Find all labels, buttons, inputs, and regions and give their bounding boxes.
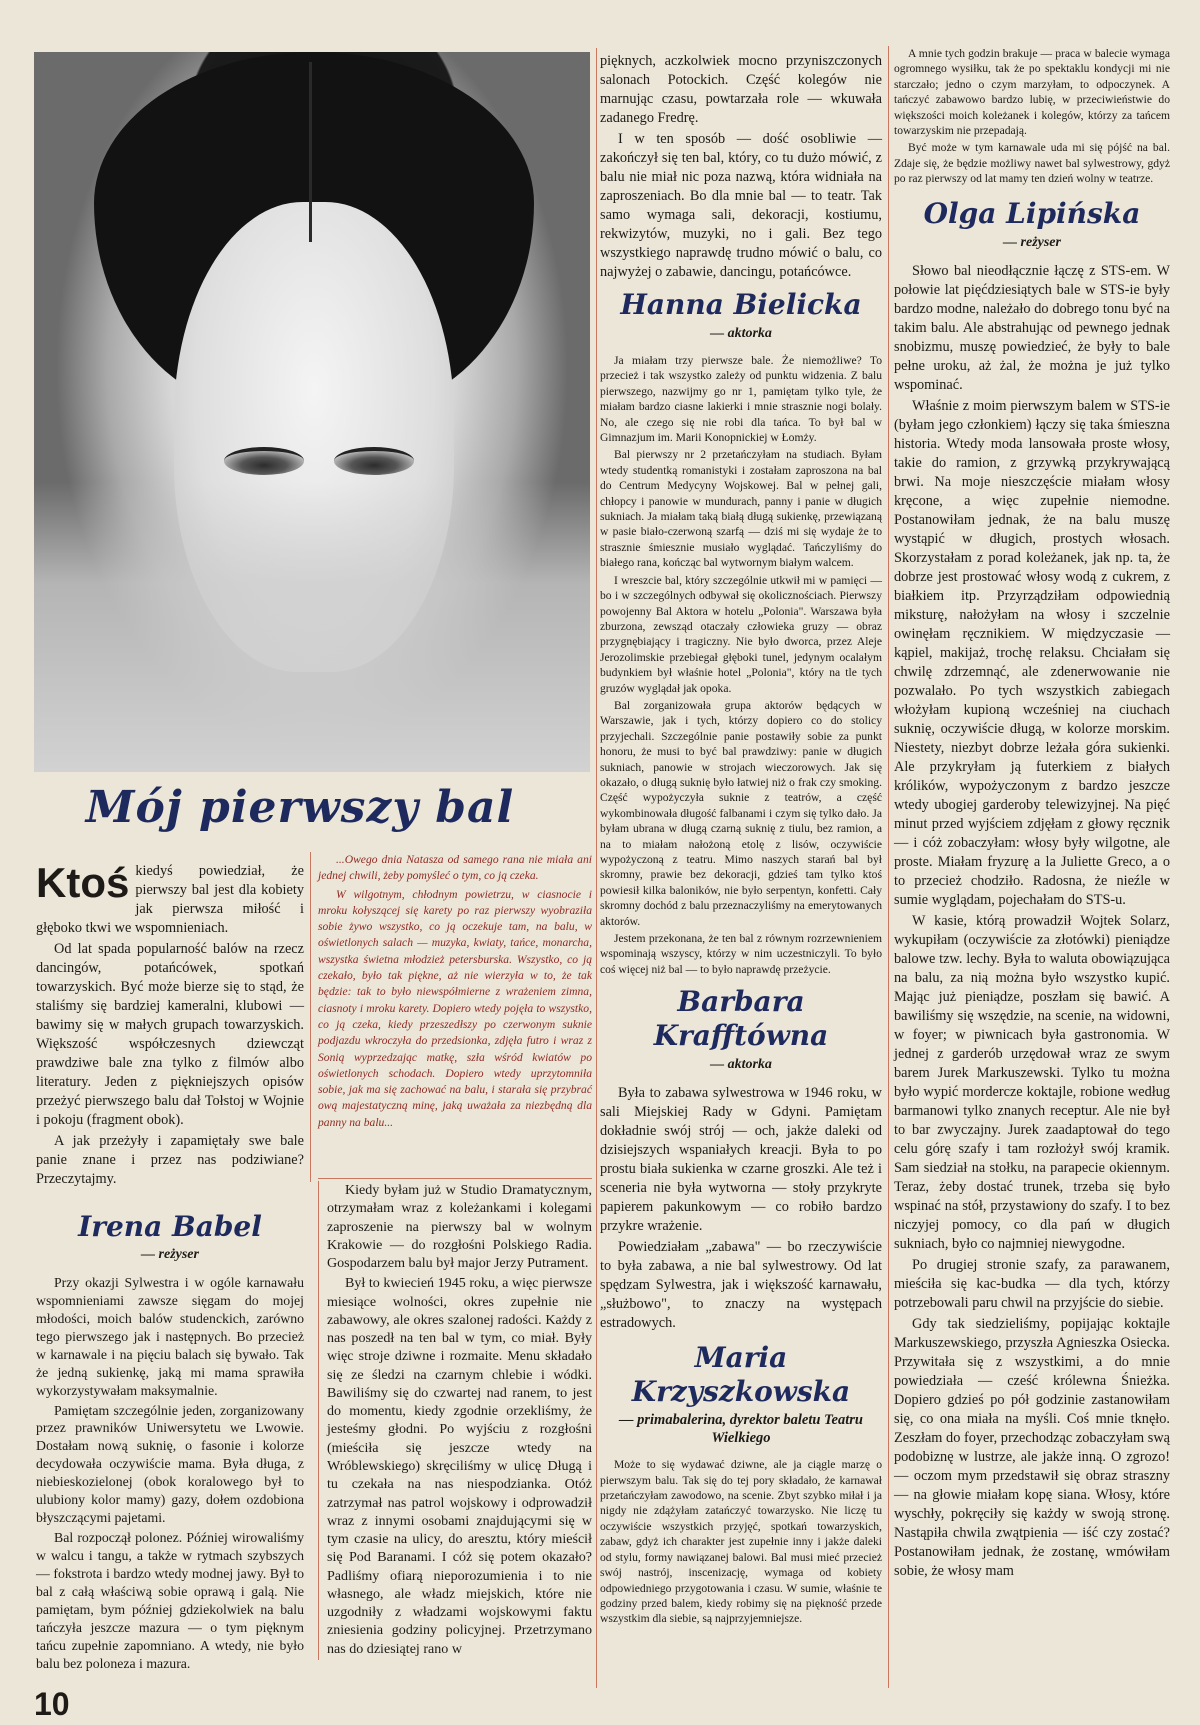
section-paragraph: Słowo bal nieodłącznie łączę z STS-em. W połowie lat pięćdziesiątych bale w STS-ie były bardzo modne, należało do dobrego tonu być na takim balu. Ale abstrahując od pewnego jednak snobizmu, muszę powiedzieć, że były to bale pełne uroku, aż żal, że można je już tylko wspominać.	[894, 262, 1170, 393]
lead-paragraph: Ktoś kiedyś powiedział, że pierwszy bal jest dla kobiety jak pierwsza miłość i głęboko tkwi we wspomnieniach.	[36, 859, 304, 936]
section-name: Hanna Bielicka	[620, 288, 862, 321]
section-paragraph: I w ten sposób — dość osobliwie — zakończył się ten bal, który, co tu dużo mówić, z balu nie miał nic poza nazwą, która widniała na zaproszeniach. Bo dla mnie bal — to teatr. Tak samo wymaga sali, dekoracji, kostiumu, rekwizytów, muzyki, no i gali. Bez tego wszystkiego naprawdę trudno mówić o balu, co najwyżej o zabawie, dancingu, potańcówce.	[600, 131, 882, 280]
lead-paragraph: A jak przeżyły i zapamiętały swe bale panie znane i przez nas podziwiane? Przeczytajmy.	[36, 1133, 304, 1187]
section-maria-krzyszkowska	[600, 1457, 882, 1626]
right-column	[894, 46, 1170, 1583]
section-name: Irena Babel	[78, 1210, 262, 1243]
portrait-right-eye	[334, 447, 414, 475]
section-paragraph: Właśnie z moim pierwszym balem w STS-ie (byłam jego członkiem) łączy się taka śmieszna historia. Wtedy moda lansowała proste włosy, takie do ramion, z grzywką przykrywającą brwi. Na moje nieszczęście miałam włosy kręcone, a więc zupełnie niemodne. Postanowiłam jednak, że na balu muszę wystąpić w długich, prostych włosach. Skorzystałam z porad koleżanek, jak np. ta, że dobrze jest prostować włosy wodą z cukrem, z białkiem itp. Przyrządziłam odpowiednią miksturę, nałożyłam na włosy i szczelnie owinęłam ręcznikiem. W międzyczasie — kąpiel, makijaż, trochę relaksu. Chciałam się chwilę zdrzemnąć, ale zdenerwowanie nie pozwalało. Po tych wszystkich zabiegach włożyłam kupioną wcześniej na ciuchach suknię, oczywiście długą, w kolorze morskim. Niestety, niezbyt dobrze leżała góra sukienki. Ale przykryłam ją futerkiem z białych królików, wypożyczonym z bardzo jeszcze wtedy ubogiej garderoby telewizyjnej. Na pięć minut przed wyjściem zdjęłam z głowy ręcznik — i cóż zobaczyłam: włosy były wilgotne, ale proste. Miałam fryzurę a la Juliette Greco, a o to przecież chodziło. Radosna, że nieźle w sumie wyglądam, pojechałam do STS-u.	[894, 397, 1170, 908]
tolstoy-quote	[318, 852, 592, 1133]
section-name: Maria Krzyszkowska	[631, 1341, 851, 1409]
column-rule	[596, 48, 597, 1688]
section-irena-babel	[36, 1210, 304, 1675]
section-role: — reżyser	[141, 1247, 199, 1262]
section-paragraph: Był to kwiecień 1945 roku, a więc pierwsze miesiące wolności, okres zupełnie nie zabawowy, ale okres szalonej radości. Każdy z nas poszedł na ten bal w tym, co miał. Były więc stroje dziwne i rozmaite. Menu składało się ze śledzi na czarnym chlebie i wódki. Bawiliśmy się do czwartej nad ranem, to jest do momentu, kiedy zgodnie orzekliśmy, że jesteśmy głodni. Po wyjściu z rozgłośni (mieściła się jeszcze wtedy na Wróblewskiego) skręciliśmy w ulicę Długą i tu czekała na nas niespodzianka. Otóż zatrzymał nas patrol wojskowy i odprowadził wraz z innymi osobami znajdującymi się w tym czasie na ulicy, do aresztu, który mieścił się Pod Baranami. I cóż się potem okazało? Padliśmy ofiarą nieporozumienia i to nie własnego, ale władz miejskich, które nie uzgodniły z władzami wojskowymi faktu zniesienia godziny policyjnej. Przetrzymano nas do dziesiątej rano w	[327, 1275, 592, 1657]
section-paragraph: Być może w tym karnawale uda mi się pójść na bal. Zdaje się, że będzie możliwy nawet bal sylwestrowy, gdyż po raz pierwszy od lat mamy ten dzień wolny w teatrze.	[894, 141, 1170, 186]
article-title: Mój pierwszy bal	[85, 782, 515, 833]
horizontal-rule	[318, 1178, 592, 1179]
center-column	[600, 52, 882, 1629]
section-paragraph: Była to zabawa sylwestrowa w 1946 roku, w sali Miejskiej Rady w Gdyni. Pamiętam dokładnie swój strój — och, jakże daleki od dzisiejszych wspaniałych kreacji. Była to po prostu biała sukienka w czarne groszki. Ale też i sceneria nie była wytworna — stoły przykryte papierem pakunkowym — co robiło bardzo przykre wrażenie.	[600, 1085, 882, 1235]
section-maria-krzyszkowska-continued	[894, 46, 1170, 187]
portrait-veil	[34, 482, 590, 772]
section-paragraph: Pamiętam szczególnie jeden, zorganizowany przez prawników Uniwersytetu we Lwowie. Dostałam nową suknię, o fasonie i kolorze decydowała oczywiście mama. Była długa, z niebieskozielonej (obok koralowego był to ulubiony kolor mamy) gazy, dołem ozdobiona błyszczącymi pajetami.	[36, 1402, 304, 1526]
section-paragraph: Ja miałam trzy pierwsze bale. Że niemożliwe? To przecież i tak wszystko zależy od punktu widzenia. Z balu pierwszego, nazwijmy go nr 1, pamiętam tylko tyle, że miałam bardzo ciasne lakierki i mnie strasznie nogi bolały. No, ale czego się nie robi dla tańca. To był bal w Gimnazjum im. Marii Konopnickiej w Łomży.	[600, 354, 882, 445]
section-paragraph: pięknych, aczkolwiek mocno przyniszczonych salonach Potockich. Część kolegów nie marnując czasu, powtarzała role — wkuwała zadanego Fredrę.	[600, 53, 882, 126]
column-rule	[310, 852, 311, 1182]
quote-paragraph: ...Owego dnia Natasza od samego rana nie miała ani jednej chwili, żeby pomyśleć o tym, co ją czeka.	[318, 853, 592, 883]
dropcap: Ktoś	[36, 859, 130, 906]
section-role: — reżyser	[1003, 234, 1061, 250]
section-paragraph: I wreszcie bal, który szczególnie utkwił mi w pamięci — bo i w szczególnych odbywał się okolicznościach. Pierwszy powojenny Bal Aktora w hotelu „Polonia". Warszawa była zburzona, zewsząd otaczały człowieka gruzy — obraz przygnębiający i tragiczny. Nie było dworca, przez Aleje Jerozolimskie przebiegał głęboki tunel, jedynym ocalałym budynkiem był właśnie hotel „Polonia", który na tle tych gruzów wyglądał jak opoka.	[600, 573, 882, 695]
section-paragraph: Powiedziałam „zabawa" — bo rzeczywiście to była zabawa, a nie bal sylwestrowy. Od lat spędzam Sylwestra, jak i większość karnawału, „służbowo", to znaczy na występach estradowych.	[600, 1239, 882, 1332]
section-paragraph: A mnie tych godzin brakuje — praca w balecie wymaga ogromnego wysiłku, tak że po spektaklu kondycji mi nie starczało; jedno o czym marzyłam, to odpoczynek. A tańczyć zabawowo bardzo lubię, w przeciwieństwie do większości moich koleżanek i kolegów, którzy za tańcem towarzyskim nie przepadają.	[894, 47, 1170, 138]
section-paragraph: Po drugiej stronie szafy, za parawanem, mieściła się kac-budka — dla tych, którzy potrzebowali paru chwil na przyjście do siebie.	[894, 1256, 1170, 1311]
section-role: — primabalerina, dyrektor baletu Teatru Wielkiego	[619, 1412, 863, 1447]
section-paragraph: Kiedy byłam już w Studio Dramatycznym, otrzymałam wraz z koleżankami i kolegami zaproszenie na pierwszy bal w wolnym Krakowie — do rozgłośni Polskiego Radia. Gospodarzem balu był major Jerzy Putrament.	[327, 1182, 592, 1272]
section-hanna-bielicka	[600, 353, 882, 977]
section-paragraph: W kasie, którą prowadził Wojtek Solarz, wykupiłam (oczywiście za złotówki) pieniądze balowe tzw. lechy. Była to waluta obowiązująca na balu, za nią można było wszystko kupić. Mając już pieniądze, poszłam się bawić. A bawiliśmy się wszędzie, na scenie, na widowni, w foyer; w piwnicach była gastronomia. W jednej z garderób urzędował wraz ze swym barem Jurek Markuszewski. Tylko tu można było wypić mordercze koktajle, robione według barmanowi tylko znanych receptur. Ale nie był to bar zwyczajny. Jurek zaadaptował do tego celu górę szafy i tam rozłożył swój kramik. Sam siedział na stołku, na parapecie okiennym. Teraz, żeby dostać trunek, trzeba się było wspinać na stół, przystawiony do szafy. I to bez niczyjej pomocy, co dla pań w długich sukniach, było co najmniej niewygodne.	[894, 912, 1170, 1252]
section-paragraph: Gdy tak siedzieliśmy, popijając koktajle Markuszewskiego, przyszła Agnieszka Osiecka. Przywitała się z wszystkimi, a do mnie powiedziała — cześć królewna Śnieżka. Dopiero gdzieś po pół godzinie zastanowiłam się, co ona miała na myśli. Coś mnie tknęło. Zeszłam do foyer, przechodząc zobaczyłam swą podobiznę w lustrze, ale jakże inną. O zgrozo! — oczom mym przedstawił się obraz straszny — na głowie miałam kopę siana. Włosy, które wyschły, pokręciły się każdy w swoją stronę. Nastąpiła chwila zwątpienia — iść czy zostać? Postanowiłam jednak, że zostanę, wmówiłam sobie, że włosy mam	[894, 1315, 1170, 1579]
portrait-left-eye	[224, 447, 304, 475]
section-paragraph: Przy okazji Sylwestra i w ogóle karnawału wspomnieniami zawsze sięgam do mojej młodości, moich balów studenckich, zarówno tego pierwszego jak i następnych. Bo przecież w karnawale i na pięciu balach się bywało. Tak że jedną sukienkę, jaką mi mama sprawiła wykorzystywałam maksymalnie.	[36, 1274, 304, 1398]
section-paragraph: Może to się wydawać dziwne, ale ja ciągle marzę o pierwszym balu. Tak się do tej pory składało, że karnawał przetańczyłam zawodowo, na scenie. Zbyt szybko miłał i ja nigdy nie zdążyłam zatańczyć towarzysko. Nie liczę tu oczywiście wszystkich przyjęć, spotkań towarzyskich, zabaw, gdyż ich charakter jest zupełnie inny i jakże daleki od stylu, formy nawiązanej balowi. Bal musi mieć przecież swój nastrój, inscenizację, wymaga od kobiety odpowiedniego przygotowania i czasu. W sumie, właśnie te godziny przed balem, kiedy robimy się na piękność przede wszystkim dla siebie, są najprzyjemniejsze.	[600, 1458, 882, 1626]
section-irena-babel-continued	[318, 1181, 592, 1660]
portrait-hair-part	[309, 62, 312, 242]
quote-paragraph: W wilgotnym, chłodnym powietrzu, w ciasnocie i mroku kołyszącej się karety po raz pierwszy wyobraziła sobie żywo wszystko, co ją oczekuje tam, na balu, w oświetlonych salach — muzyka, kwiaty, tańce, monarcha, wszystka świetna młodzież petersburska. Wszystko, co ją czekało, było tak piękne, aż nie wierzyła w to, że tak będzie: tak to było niewspółmierne z wrażeniem zimna, ciasnoty i mroku karety. Dopiero wtedy pojęła to wszystko, co ją czeka, kiedy przeszedłszy po czerwonym suknie podjazdu wkroczyła do przedsionka, zdjęła futro i wraz z Sonią wyprzedzając matkę, szła wśród kwiatów po oświetlonych schodach. Dopiero wtedy uprzytomniła sobie, jak ma się zachować na balu, i starała się przybrać ową majestatyczną minę, jaką uważała za niezbędną dla panny na balu...	[318, 887, 592, 1129]
page-number: 10	[34, 1686, 70, 1722]
section-paragraph: Bal zorganizowała grupa aktorów będących w Warszawie, jak i tych, którzy dopiero co do stolicy przyjechali. Szczególnie panie postawiły sobie za punkt honoru, że musi to być bal prawdziwy: panie w długich sukniach, panowie w strojach wieczorowych. Jak się okazało, o długą suknię było łatwiej niż o frak czy smoking. Część wypożyczyła suknie z teatrów, a część wykombinowała długość falbanami i czym się tylko dało. Ja byłam ubrana w długą czarną suknię z tiulu, bez ramion, a na to miałam nałożoną etolę z lisów, oczywiście wypożyczoną z teatru. Mimo naszych starań bal był skromny, prawie bez dekoracji, gdzieś tam tylko ktoś powiesił kilka baloników, nie było serpentyn, konfetti. Cały skromny dochód z balu przeznaczyliśmy na emerytowanych aktorów.	[600, 698, 882, 928]
section-paragraph: Bal pierwszy nr 2 przetańczyłam na studiach. Byłam wtedy studentką romanistyki i zostałam zaproszona na bal do Centrum Medycyny Wojskowej. Bal w pełnej gali, chłopcy i panowie w mundurach, panny i panie w długich sukniach. Ja miałam taką białą długą sukienkę, przewiązaną w pasie biało-czerwoną szarfą — dziś mi się wydaje że to strasznie śmiesznie musiało wyglądać. Tańczyliśmy do białego rana, kończąc bal wytwornym białym walcem.	[600, 448, 882, 570]
column-rule	[888, 46, 889, 1688]
section-paragraph: Bal rozpoczął polonez. Później wirowaliśmy w walcu i tangu, a także w rytmach szybszych — fokstrota i bardzo wtedy modnej jawy. Był to bal z całą właściwą sobie oprawą i galą. Nie pamiętam, bym później gdziekolwiek na balu tańczyła jeszcze mazura — o tym pięknym tańcu zupełnie zapomniano. A wtedy, nie było balu bez poloneza i mazura.	[36, 1530, 304, 1671]
section-name: Olga Lipińska	[923, 196, 1141, 230]
section-role: — aktorka	[710, 1057, 772, 1073]
portrait-photo	[34, 52, 590, 772]
lead-paragraph: Od lat spada popularność balów na rzecz dancingów, potańcówek, spotkań towarzyskich. Być może bierze się to stąd, że staliśmy się bardziej kameralni, klubowi — bawimy się w małych grupach towarzyskich. Większość współczesnych dziewcząt prawdziwe bale zna tylko z filmów albo literatury. Jeden z piękniejszych opisów przeżyć pierwszego balu dał Tołstoj w Wojnie i pokoju (fragment obok).	[36, 941, 304, 1128]
article-lead	[36, 859, 304, 1191]
section-role: — aktorka	[710, 326, 772, 341]
section-name: Barbara Krafftówna	[653, 985, 829, 1053]
section-paragraph: Jestem przekonana, że ten bal z równym rozrzewnieniem wspominają wszyscy, którzy w nim uczestniczyli. To było coś więcej niż bal — to było naprawdę przeżycie.	[600, 932, 882, 976]
